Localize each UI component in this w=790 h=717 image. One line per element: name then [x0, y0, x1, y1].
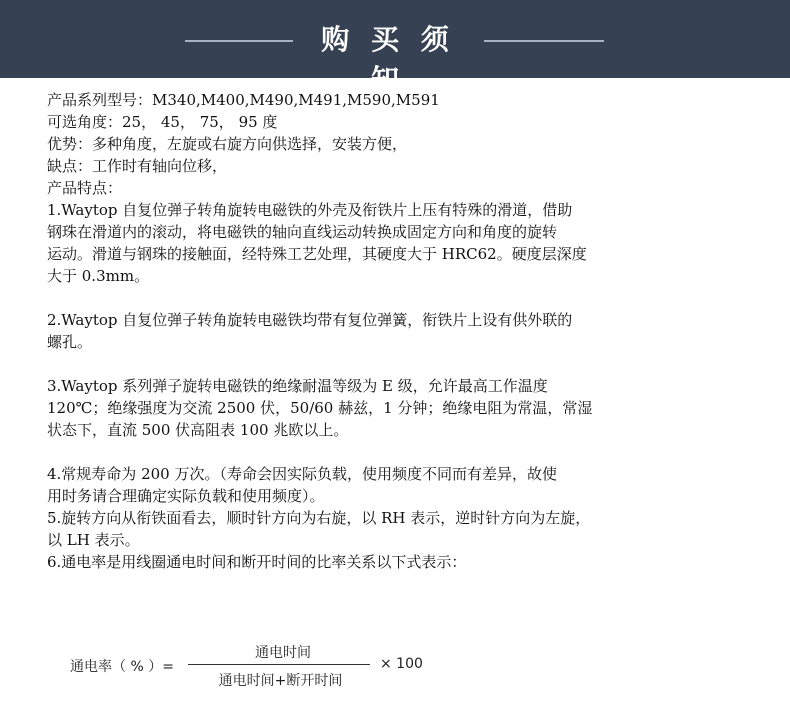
feature-6-line-1: 6.通电率是用线圈通电时间和断开时间的比率关系以下式表示： — [47, 553, 467, 571]
feature-4-line-2: 用时务请合理确定实际负载和使用频度）。 — [47, 487, 325, 505]
purchase-notes — [47, 89, 687, 573]
product-models: 产品系列型号：M340,M400,M490,M491,M590,M591 — [47, 91, 440, 109]
feature-1-line-3: 运动。滑道与钢珠的接触面，经特殊工艺处理，其硬度大于 HRC62。硬度层深度 — [47, 245, 587, 263]
feature-3-line-3: 状态下，直流 500 伏高阻表 100 兆欧以上。 — [47, 421, 349, 439]
feature-2-line-1: 2.Waytop 自复位弹子转角旋转电磁铁均带有复位弹簧，衔铁片上设有供外联的 — [47, 311, 573, 329]
available-angles: 可选角度：25， 45， 75， 95 度 — [47, 113, 278, 131]
paragraph-gap — [47, 441, 687, 463]
feature-3-line-1: 3.Waytop 系列弹子旋转电磁铁的绝缘耐温等级为 E 级，允许最高工作温度 — [47, 377, 548, 395]
feature-5-line-2: 以 LH 表示。 — [47, 531, 140, 549]
paragraph-gap — [47, 287, 687, 309]
header-divider-right — [484, 40, 604, 42]
feature-4-line-1: 4.常规寿命为 200 万次。（寿命会因实际负载，使用频度不同而有差异，故使 — [47, 465, 557, 483]
feature-1-line-2: 钢珠在滑道内的滚动，将电磁铁的轴向直线运动转换成固定方向和角度的旋转 — [47, 223, 558, 241]
paragraph-gap — [47, 353, 687, 375]
features-heading: 产品特点： — [47, 179, 123, 197]
advantages: 优势：多种角度，左旋或右旋方向供选择，安装方便， — [47, 135, 408, 153]
feature-2-line-2: 螺孔。 — [47, 333, 93, 351]
page-title: 购 买 须 知 — [321, 23, 455, 96]
formula-left-side: 通电率（ % ）= — [70, 659, 174, 675]
feature-3-line-2: 120℃；绝缘强度为交流 2500 伏，50/60 赫兹，1 分钟；绝缘电阻为常温，常湿 — [47, 399, 593, 417]
header-banner — [0, 0, 790, 96]
fraction-bar — [188, 664, 370, 665]
header-divider-left — [185, 40, 293, 42]
feature-5-line-1: 5.旋转方向从衔铁面看去，顺时针方向为右旋，以 RH 表示，逆时针方向为左旋， — [47, 509, 591, 527]
formula-numerator: 通电时间 — [255, 645, 311, 661]
formula-multiplier: × 100 — [380, 656, 423, 672]
formula-denominator: 通电时间+断开时间 — [218, 673, 343, 689]
feature-1-line-1: 1.Waytop 自复位弹子转角旋转电磁铁的外壳及衔铁片上压有特殊的滑道，借助 — [47, 201, 573, 219]
feature-1-line-4: 大于 0.3mm。 — [47, 267, 150, 285]
disadvantages: 缺点：工作时有轴向位移， — [47, 157, 228, 175]
